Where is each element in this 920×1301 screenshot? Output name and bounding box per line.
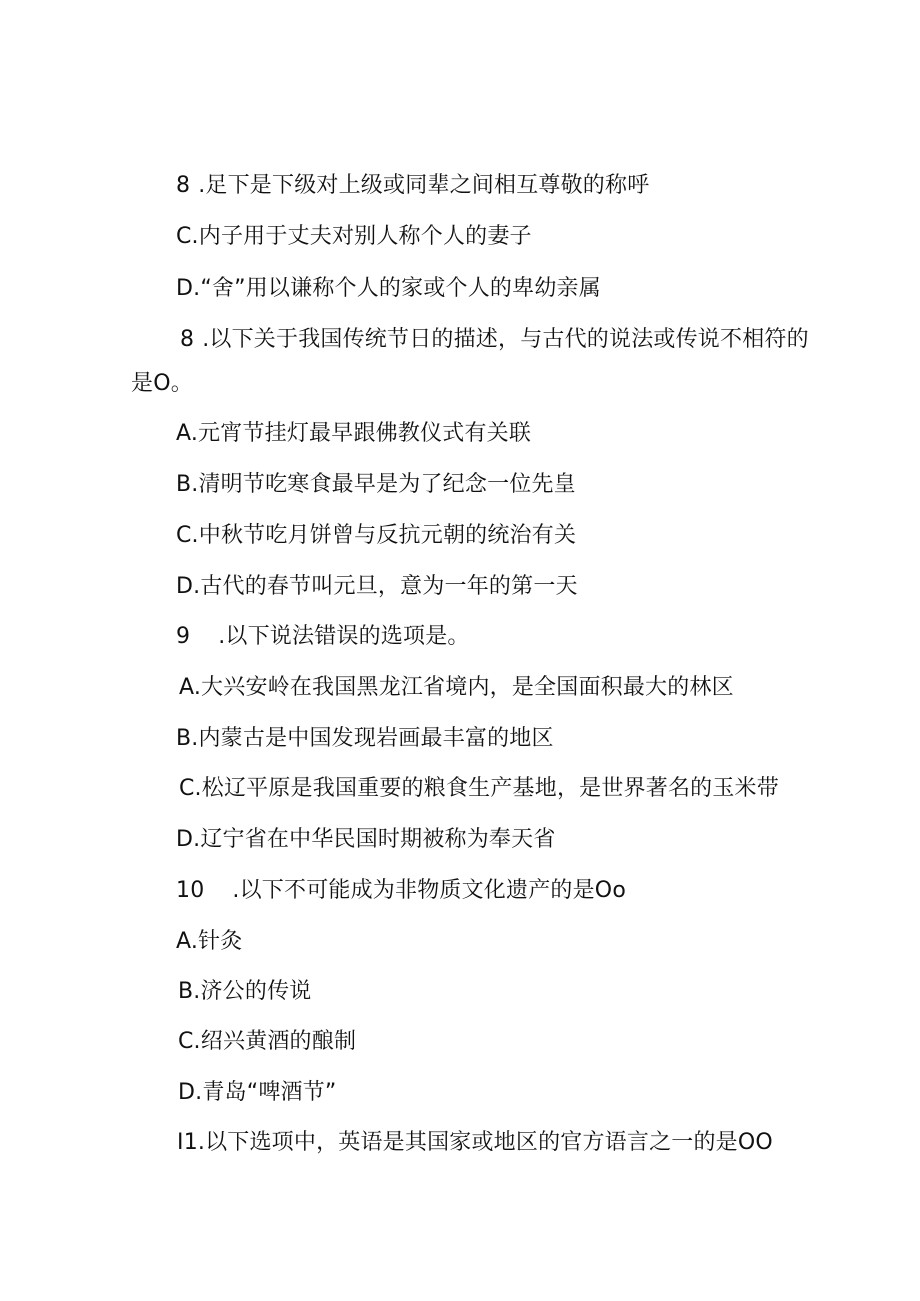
option-d (176, 826, 556, 854)
option-d (176, 573, 578, 601)
question-9-stem (176, 623, 470, 651)
option-text: D.古代的春节叫元旦，意为一年的第一天 (176, 574, 578, 599)
option-a (176, 928, 242, 956)
option-c (176, 522, 576, 550)
option-c (178, 1028, 356, 1056)
option-c (179, 775, 779, 803)
question-text: .以下关于我国传统节日的描述，与古代的说法或传说不相符的 (202, 327, 809, 352)
option-text: B.济公的传说 (178, 979, 312, 1004)
question-number: 9 (176, 624, 191, 649)
option-text: C.中秋节吃月饼曾与反抗元朝的统治有关 (176, 523, 577, 548)
option-b (176, 725, 554, 753)
question-number: 10 (176, 878, 205, 903)
option-text: C.内子用于丈夫对别人称个人的妻子 (176, 224, 532, 249)
statement-8-b (176, 172, 649, 200)
question-8-stem-continued (131, 370, 193, 398)
question-text: .以下不可能成为非物质文化遗产的是Oo (232, 878, 626, 903)
question-text: 是O。 (131, 371, 193, 396)
option-text: C.松辽平原是我国重要的粮食生产基地，是世界著名的玉米带 (179, 776, 779, 801)
option-a (179, 674, 734, 702)
option-text: C.绍兴黄酒的酿制 (178, 1029, 357, 1054)
question-text: I1.以下选项中，英语是其国家或地区的官方语言之一的是OO (177, 1130, 773, 1155)
option-b (176, 471, 576, 499)
question-11-stem (177, 1129, 773, 1157)
option-text: D.“舍”用以谦称个人的家或个人的卑幼亲属 (176, 276, 601, 301)
question-text: .以下说法错误的选项是。 (218, 624, 470, 649)
option-c (176, 223, 532, 251)
option-a (176, 420, 531, 448)
question-number: 8 (180, 327, 195, 352)
option-d (178, 1079, 337, 1107)
option-text: A.针灸 (176, 929, 243, 954)
option-text: B.内蒙古是中国发现岩画最丰富的地区 (176, 726, 554, 751)
option-text: B.清明节吃寒食最早是为了纪念一位先皇 (176, 472, 576, 497)
item-number: 8 (176, 173, 191, 198)
question-10-stem (176, 877, 626, 905)
option-text: A.元宵节挂灯最早跟佛教仪式有关联 (176, 421, 532, 446)
option-b (178, 978, 312, 1006)
option-text: D.青岛“啤酒节” (178, 1080, 337, 1105)
option-d (176, 275, 601, 303)
item-text: .足下是下级对上级或同辈之间相互尊敬的称呼 (198, 173, 650, 198)
question-8-stem (180, 326, 809, 354)
option-text: D.辽宁省在中华民国时期被称为奉天省 (176, 827, 556, 852)
option-text: A.大兴安岭在我国黑龙江省境内，是全国面积最大的林区 (179, 675, 734, 700)
